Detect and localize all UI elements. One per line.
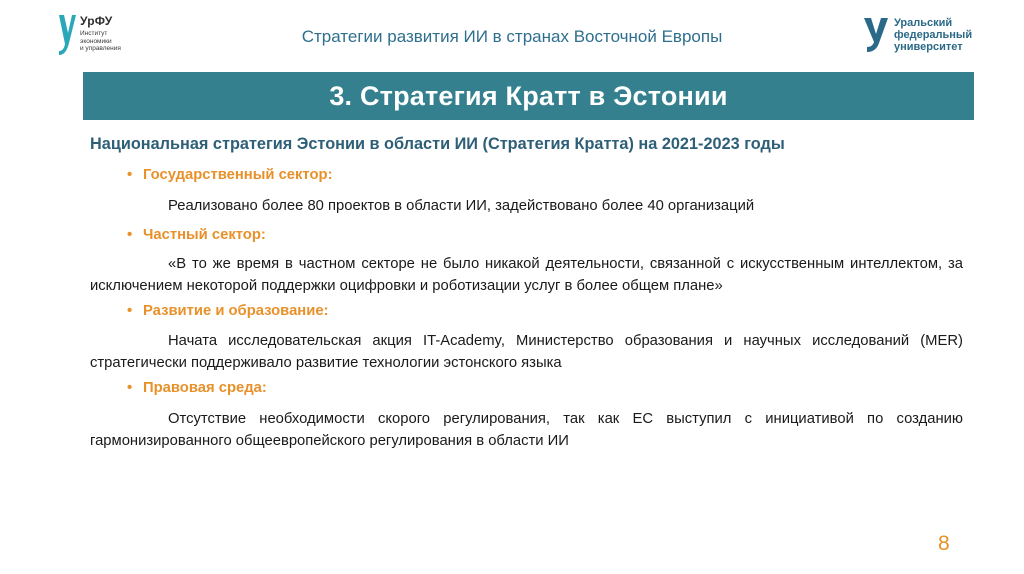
section-heading-legal bbox=[127, 380, 267, 396]
bullet-dot: • bbox=[127, 227, 133, 243]
section-heading-education bbox=[127, 303, 329, 319]
page-number: 8 bbox=[938, 532, 950, 555]
section-heading-label: Правовая среда: bbox=[143, 380, 267, 396]
section-heading-public bbox=[127, 167, 333, 183]
logo-brand: УрФУ bbox=[80, 14, 113, 28]
section-heading-label: Частный сектор: bbox=[143, 227, 266, 243]
section-text-legal: Отсутствие необходимости скорого регулирования, так как ЕС выступил с инициативой по созданию гармонизированного общеевропейского регулирования в области ИИ bbox=[90, 411, 963, 449]
logo-right-text bbox=[894, 17, 972, 53]
section-heading-label: Развитие и образование: bbox=[143, 303, 329, 319]
section-text-public: Реализовано более 80 проектов в области ИИ, задействовано более 40 организаций bbox=[168, 198, 755, 214]
logo-sub-line-2: экономики bbox=[80, 37, 112, 45]
bullet-dot: • bbox=[127, 167, 133, 183]
logo-right-line-3: университет bbox=[894, 41, 963, 53]
slide-subtitle: Национальная стратегия Эстонии в области ИИ (Стратегия Кратта) на 2021-2023 годы bbox=[90, 135, 785, 153]
urfu-y-logo-icon bbox=[862, 16, 890, 54]
header-title: Стратегии развития ИИ в странах Восточной Европы bbox=[301, 27, 723, 46]
section-heading-label: Государственный сектор: bbox=[143, 167, 333, 183]
logo-sub-line-1: Институт bbox=[80, 30, 108, 37]
slide-banner-title: 3. Стратегия Кратт в Эстонии bbox=[83, 72, 974, 120]
section-text-private: «В то же время в частном секторе не было никакой деятельности, связанной с искусственным интеллектом, за исключением некоторой поддержки оцифровки и роботизации услуг в более общем плане» bbox=[90, 256, 963, 294]
section-text-education: Начата исследовательская акция IT-Academy, Министерство образования и научных исследований (MER) стратегически поддерживало развитие технологии эстонского языка bbox=[90, 333, 963, 371]
logo-right-line-1: Уральский bbox=[894, 17, 953, 29]
section-heading-private bbox=[127, 227, 266, 243]
bullet-dot: • bbox=[127, 380, 133, 396]
bullet-dot: • bbox=[127, 303, 133, 319]
logo-sub-line-3: и управления bbox=[80, 45, 121, 52]
logo-right-line-2: федеральный bbox=[894, 29, 973, 41]
logo-right bbox=[862, 16, 992, 56]
